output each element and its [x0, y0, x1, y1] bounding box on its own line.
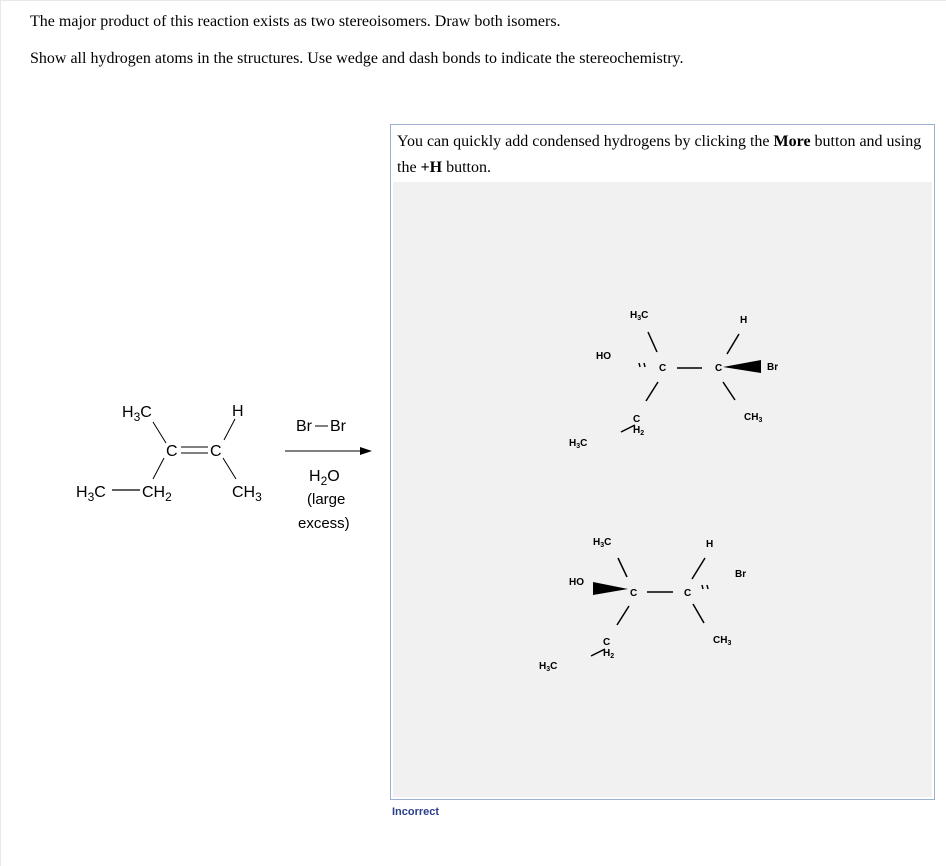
- s2-c2: C: [684, 588, 692, 599]
- s1-br: Br: [767, 362, 779, 373]
- hint-text-1: You can quickly add condensed hydrogens by clicking the: [397, 133, 774, 150]
- label-h-top: H: [232, 403, 244, 420]
- s1-ch2-c: C: [633, 414, 641, 425]
- s1-wedge-br: [723, 360, 761, 373]
- bond-c-ch2: [153, 458, 164, 479]
- hint-text-3: button.: [442, 159, 491, 176]
- label-h3c-top: $H_3C$: [122, 404, 152, 424]
- top-border: [0, 0, 946, 1]
- s1-ch3: $CH_3$: [744, 412, 763, 424]
- s2-bond-c2-ch3: [693, 604, 704, 623]
- reagent-br-left: Br: [296, 418, 312, 435]
- s1-h3c-top: $H_3C$: [630, 310, 649, 322]
- s2-ch2-h: $H_2$: [603, 648, 615, 660]
- reagent-large: (large: [307, 491, 346, 508]
- structure-1[interactable]: [569, 310, 778, 450]
- reagent-excess: excess): [298, 515, 350, 532]
- s1-bond-c2-ch3: [723, 382, 735, 400]
- hint-plus-h: +H: [420, 159, 443, 176]
- bond-c-h: [224, 419, 235, 440]
- s1-bond-c1-ch2: [646, 382, 658, 401]
- s1-ch2-h: $H_2$: [633, 425, 645, 437]
- s1-bond-h3c-c1: [648, 332, 657, 352]
- s2-h: H: [706, 539, 714, 550]
- drawing-canvas[interactable]: [393, 182, 932, 797]
- label-ch3: $CH_3$: [232, 484, 262, 504]
- s1-h: H: [740, 315, 748, 326]
- structure-2[interactable]: [539, 537, 746, 673]
- s2-bond-c1-ch2: [617, 606, 629, 625]
- s1-dash-1: [639, 363, 640, 367]
- label-h3c-ethyl: $H_3C$: [76, 484, 106, 504]
- s2-ch3: $CH_3$: [713, 635, 732, 647]
- s2-bond-c2-h: [692, 558, 705, 579]
- bond-c-ch3: [223, 458, 236, 479]
- s2-c1: C: [630, 588, 638, 599]
- s1-h3c-bottom: $H_3C$: [569, 438, 588, 450]
- hint-text-2: button and using the: [397, 133, 922, 176]
- s2-br: Br: [735, 569, 747, 580]
- s1-ho: HO: [596, 351, 611, 362]
- s1-c1: C: [659, 363, 667, 374]
- bond-h3c-c: [153, 422, 166, 443]
- label-ch2-ethyl: $CH_2$: [142, 484, 172, 504]
- reagent-h2o: $H_2O$: [309, 468, 340, 488]
- s2-bond-h3c-c1: [618, 558, 627, 577]
- structure-editor[interactable]: [390, 124, 935, 800]
- s2-ch2-c: C: [603, 637, 611, 648]
- label-c-left: C: [166, 443, 178, 460]
- s2-ho: HO: [569, 577, 584, 588]
- s2-dash-2: [707, 585, 708, 589]
- s2-dash-1: [702, 585, 703, 589]
- reagent-br-right: Br: [330, 418, 346, 435]
- reaction-arrowhead: [360, 447, 372, 455]
- reaction-scheme: [60, 385, 390, 555]
- s1-c2: C: [715, 363, 723, 374]
- hint-more: More: [773, 133, 811, 150]
- s2-h3c-bottom: $H_3C$: [539, 661, 558, 673]
- question-line-2: Show all hydrogen atoms in the structures. Use wedge and dash bonds to indicate the stereochemistry.: [30, 50, 684, 67]
- s1-dash-2: [644, 363, 645, 367]
- s2-wedge-ho: [593, 582, 628, 595]
- s1-bond-c2-h: [727, 334, 739, 354]
- left-border: [0, 0, 1, 866]
- answer-status: Incorrect: [392, 806, 440, 818]
- editor-hint: [393, 127, 932, 182]
- question-line-1: The major product of this reaction exists as two stereoisomers. Draw both isomers.: [30, 13, 561, 30]
- s2-h3c-top: $H_3C$: [593, 537, 612, 549]
- label-c-right: C: [210, 443, 222, 460]
